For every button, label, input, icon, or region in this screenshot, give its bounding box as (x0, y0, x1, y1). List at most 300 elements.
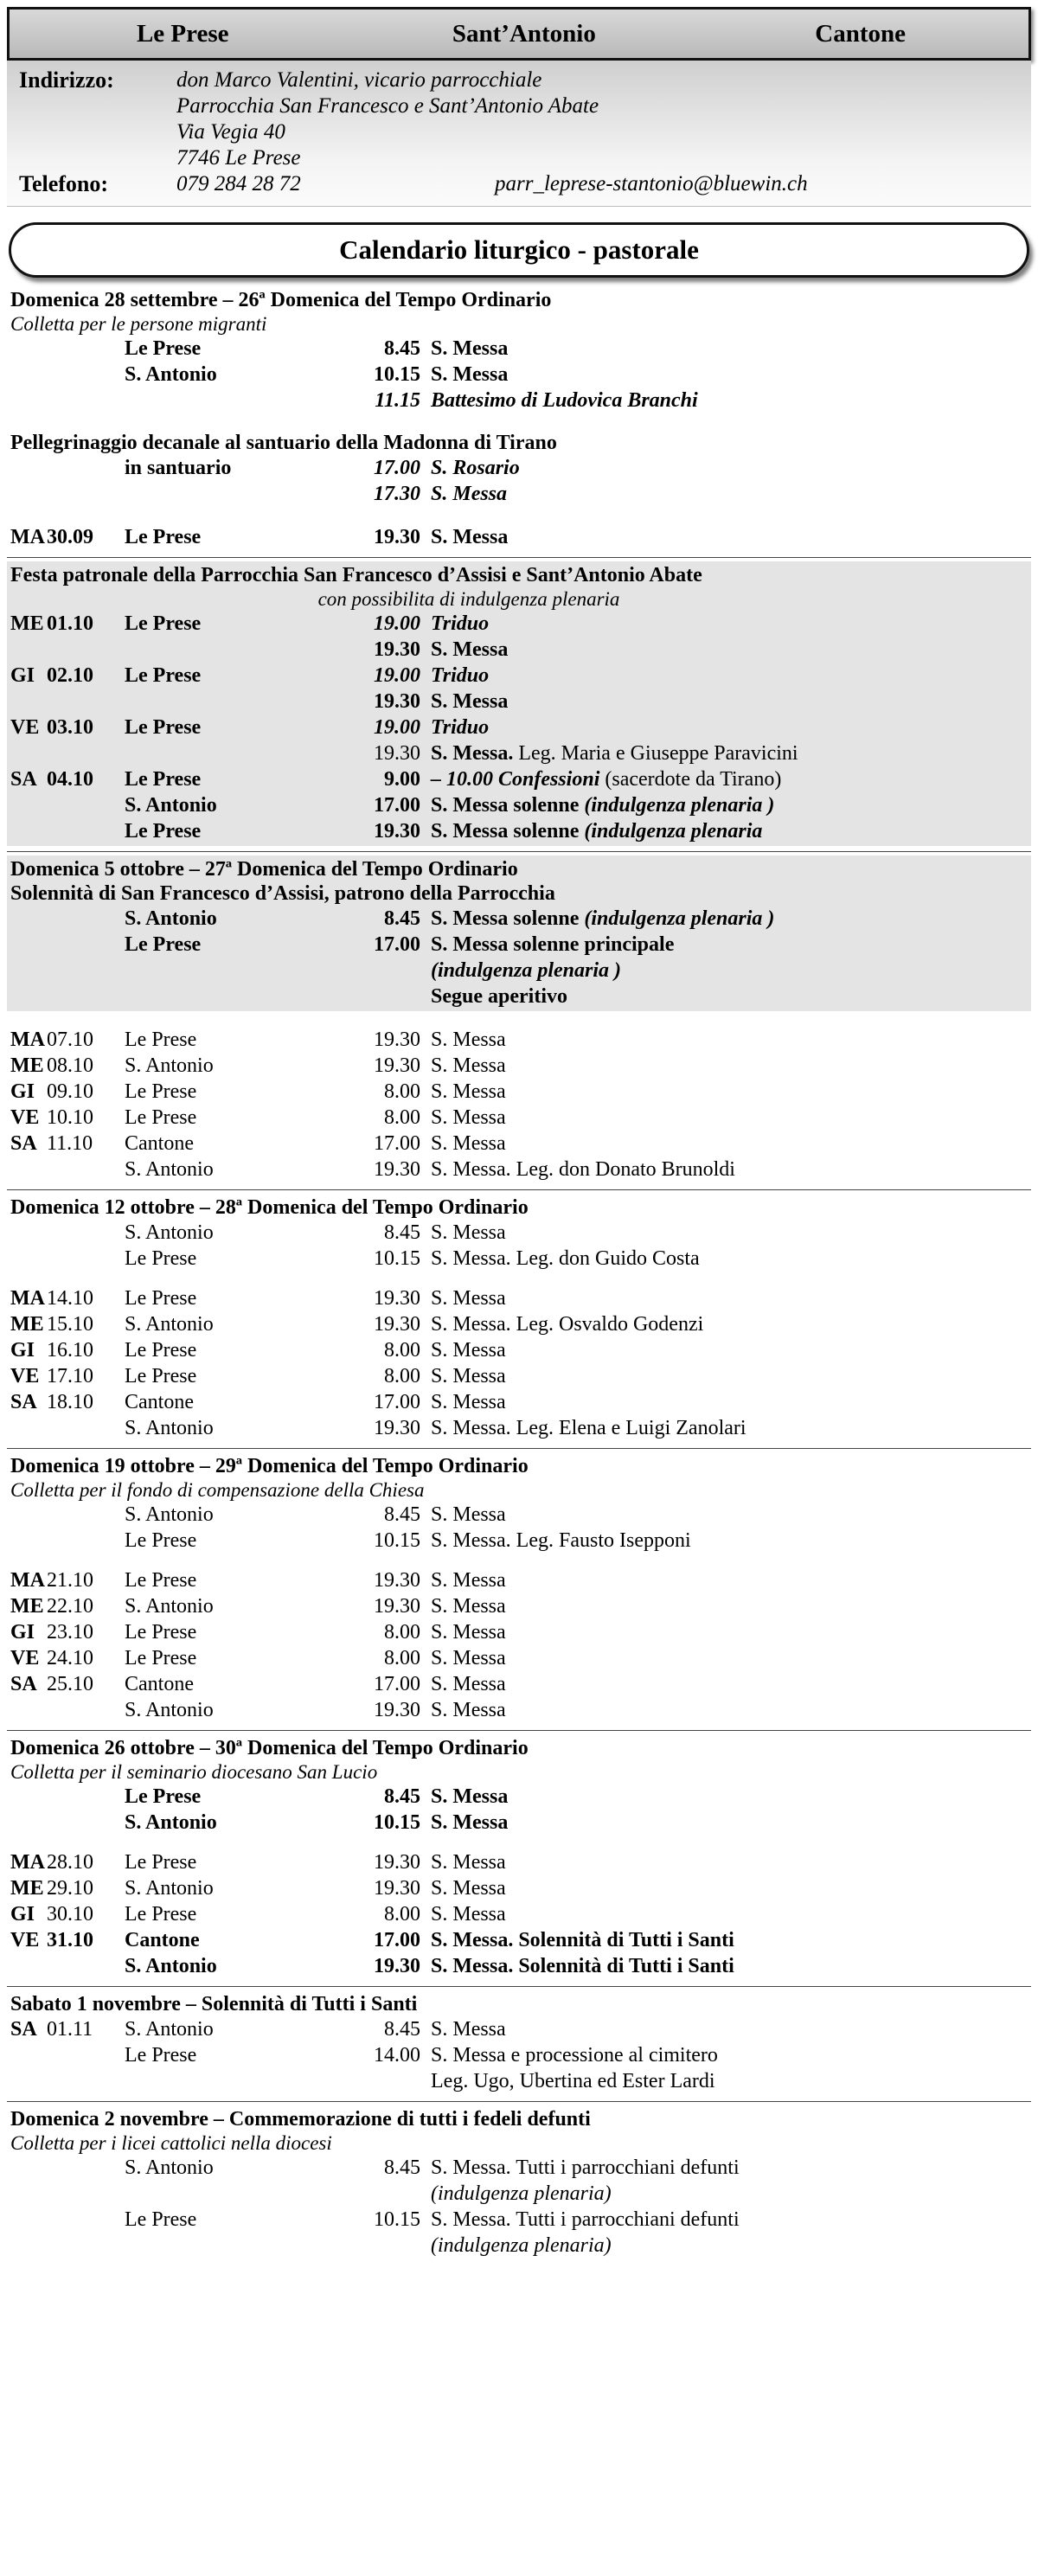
row-location: S. Antonio (125, 1595, 214, 1618)
row-location: S. Antonio (125, 1221, 214, 1244)
row-location: S. Antonio (125, 2018, 214, 2041)
row-time: 8.00 (384, 1080, 420, 1103)
address-line-4: 7746 Le Prese (176, 146, 301, 170)
row-description: S. Messa (431, 1595, 506, 1618)
contact-block (7, 61, 1031, 207)
calendar-row (7, 2207, 1031, 2233)
row-description: S. Messa (431, 638, 509, 661)
row-weekday: MA (10, 1287, 45, 1310)
calendar-row (7, 1311, 1031, 1337)
row-time: 8.45 (384, 1221, 420, 1244)
row-time: 10.15 (374, 2208, 420, 2231)
row-location: Cantone (125, 1673, 194, 1695)
row-location: Cantone (125, 1391, 194, 1413)
row-description: S. Messa (431, 1877, 506, 1900)
row-time: 19.30 (374, 1851, 420, 1874)
row-description: S. Messa solenne (indulgenza plenaria (431, 820, 763, 843)
calendar-row (7, 1567, 1031, 1593)
row-date: 03.10 (47, 716, 93, 739)
row-date: 25.10 (47, 1673, 93, 1695)
row-location: Le Prese (125, 1080, 197, 1103)
calendar-block (7, 1452, 1031, 1725)
row-description: S. Messa. Leg. Osvaldo Godenzi (431, 1313, 704, 1336)
calendar-title-wrap (9, 222, 1029, 278)
row-description: S. Messa (431, 1391, 506, 1413)
calendar-row (7, 2068, 1031, 2094)
row-location: Le Prese (125, 1028, 197, 1051)
spacer (7, 1554, 1031, 1567)
row-location: S. Antonio (125, 1955, 217, 1977)
row-location: Cantone (125, 1929, 200, 1951)
row-description: S. Messa solenne (indulgenza plenaria ) (431, 907, 775, 930)
row-location: Le Prese (125, 664, 202, 687)
row-time: 19.30 (374, 820, 420, 843)
calendar-row (7, 792, 1031, 818)
calendar-row (7, 611, 1031, 637)
row-weekday: VE (10, 1106, 40, 1129)
block-note: Colletta per il seminario diocesano San Lucio (10, 1761, 378, 1783)
row-time: 19.30 (374, 1877, 420, 1900)
row-time: 8.00 (384, 1365, 420, 1387)
row-location: S. Antonio (125, 1158, 214, 1181)
row-time: 17.00 (374, 1673, 420, 1695)
row-date: 01.11 (47, 2018, 93, 2041)
row-location: S. Antonio (125, 794, 217, 817)
row-location: S. Antonio (125, 1503, 214, 1526)
row-description: S. Messa (431, 1621, 506, 1644)
row-time: 8.45 (384, 1785, 420, 1808)
row-location: S. Antonio (125, 1811, 217, 1834)
row-time: 10.15 (374, 1529, 420, 1552)
row-time: 17.00 (374, 794, 420, 817)
row-location: Le Prese (125, 2044, 197, 2067)
row-date: 24.10 (47, 1647, 93, 1669)
block-note: Colletta per le persone migranti (10, 313, 267, 335)
row-description: S. Messa (431, 1054, 506, 1077)
section-divider (7, 2101, 1031, 2102)
row-time: 17.00 (374, 457, 420, 479)
row-time: 17.00 (374, 1132, 420, 1155)
row-description: S. Messa (431, 1785, 509, 1808)
row-description: S. Messa (431, 1106, 506, 1129)
calendar-row (7, 455, 1031, 481)
calendar-row (7, 984, 1031, 1009)
row-description: S. Messa (431, 690, 509, 713)
row-location: S. Antonio (125, 1699, 214, 1721)
row-date: 01.10 (47, 612, 93, 635)
row-date: 18.10 (47, 1391, 93, 1413)
row-weekday: SA (10, 1673, 37, 1695)
row-time: 19.00 (374, 716, 420, 739)
row-time: 10.15 (374, 1811, 420, 1834)
calendar-title: Calendario liturgico - pastorale (339, 234, 699, 265)
calendar-row (7, 336, 1031, 362)
row-time: 19.00 (374, 664, 420, 687)
row-time: 19.30 (374, 1028, 420, 1051)
row-description: S. Messa (431, 526, 509, 548)
calendar-row (7, 1953, 1031, 1979)
row-description: Triduo (431, 716, 490, 739)
row-location: Le Prese (125, 1851, 197, 1874)
row-description: S. Messa solenne (indulgenza plenaria ) (431, 794, 775, 817)
row-description: S. Messa e processione al cimitero (431, 2044, 718, 2067)
row-date: 15.10 (47, 1313, 93, 1336)
row-description: S. Messa (431, 483, 508, 505)
row-time: 19.30 (374, 1287, 420, 1310)
row-location: Le Prese (125, 716, 202, 739)
address-label: Indirizzo: (19, 67, 114, 93)
row-date: 23.10 (47, 1621, 93, 1644)
row-date: 30.10 (47, 1903, 93, 1926)
calendar-row (7, 1389, 1031, 1415)
row-description: S. Messa. Tutti i parrocchiani defunti (431, 2208, 740, 2231)
calendar-row (7, 958, 1031, 984)
row-time: 9.00 (384, 768, 420, 791)
parish-bulletin-page (0, 7, 1038, 2260)
row-time: 19.30 (374, 1054, 420, 1077)
row-description: S. Messa solenne principale (431, 933, 675, 956)
calendar-row (7, 1810, 1031, 1836)
row-description: S. Messa (431, 1503, 506, 1526)
row-description: S. Rosario (431, 457, 520, 479)
row-weekday: MA (10, 1028, 45, 1051)
section-divider (7, 557, 1031, 558)
row-location: Le Prese (125, 820, 202, 843)
row-description: S. Messa. Solennità di Tutti i Santi (431, 1955, 734, 1977)
calendar-row (7, 1849, 1031, 1875)
calendar-row (7, 689, 1031, 714)
calendar-row (7, 1363, 1031, 1389)
block-note: con possibilita di indulgenza plenaria (317, 588, 620, 610)
row-time: 10.15 (374, 363, 420, 386)
row-weekday: MA (10, 1851, 45, 1874)
row-date: 17.10 (47, 1365, 93, 1387)
row-weekday: ME (10, 1313, 44, 1336)
calendar-row (7, 1875, 1031, 1901)
row-weekday: ME (10, 612, 44, 635)
row-location: S. Antonio (125, 907, 217, 930)
phone-row (7, 171, 1031, 197)
row-date: 21.10 (47, 1569, 93, 1592)
row-location: Le Prese (125, 526, 202, 548)
block-title: Domenica 12 ottobre – 28ª Domenica del Tempo Ordinario (10, 1196, 529, 1219)
calendar-row (7, 1220, 1031, 1246)
parish-name-cantone: Cantone (815, 19, 906, 48)
row-time: 19.00 (374, 612, 420, 635)
row-location: Le Prese (125, 337, 202, 360)
row-time: 17.30 (374, 483, 420, 505)
row-weekday: GI (10, 664, 35, 687)
calendar-row (7, 2042, 1031, 2068)
row-time: 8.45 (384, 337, 420, 360)
row-time: 8.45 (384, 907, 420, 930)
calendar-block (7, 1990, 1031, 2096)
calendar-row (7, 1157, 1031, 1182)
calendar-block (7, 522, 1031, 552)
row-description: Triduo (431, 612, 490, 635)
row-weekday: ME (10, 1054, 44, 1077)
row-location: S. Antonio (125, 1054, 214, 1077)
row-location: S. Antonio (125, 1877, 214, 1900)
row-location: Cantone (125, 1132, 194, 1155)
row-weekday: ME (10, 1595, 44, 1618)
row-description: S. Messa. Leg. don Donato Brunoldi (431, 1158, 735, 1181)
row-date: 09.10 (47, 1080, 93, 1103)
row-date: 08.10 (47, 1054, 93, 1077)
address-row (7, 67, 1031, 171)
row-description: S. Messa (431, 1903, 506, 1926)
address-line-2: Parrocchia San Francesco e Sant’Antonio Abate (176, 94, 599, 118)
row-time: 19.30 (374, 1569, 420, 1592)
calendar-row (7, 2181, 1031, 2207)
row-description: – 10.00 Confessioni (sacerdote da Tirano) (431, 768, 782, 791)
row-weekday: VE (10, 1929, 40, 1951)
row-weekday: MA (10, 526, 45, 548)
block-title: Sabato 1 novembre – Solennità di Tutti i Santi (10, 1993, 418, 2015)
calendar-row (7, 388, 1031, 413)
calendar-block (7, 855, 1031, 1011)
row-description: S. Messa (431, 337, 509, 360)
spacer (7, 509, 1031, 522)
row-location: S. Antonio (125, 363, 217, 386)
row-description: S. Messa. Solennità di Tutti i Santi (431, 1929, 734, 1951)
row-location: S. Antonio (125, 1313, 214, 1336)
row-location: Le Prese (125, 1106, 197, 1129)
address-line-1: don Marco Valentini, vicario parrocchiale (176, 68, 542, 92)
block-note: Colletta per i licei cattolici nella diocesi (10, 2132, 332, 2154)
row-time: 14.00 (374, 2044, 420, 2067)
calendar-row (7, 1337, 1031, 1363)
row-time: 19.30 (374, 690, 420, 713)
row-description: S. Messa (431, 1028, 506, 1051)
row-time: 17.00 (374, 1391, 420, 1413)
row-description: Triduo (431, 664, 490, 687)
row-weekday: MA (10, 1569, 45, 1592)
calendar-block (7, 1194, 1031, 1443)
row-location: in santuario (125, 457, 232, 479)
row-time: 19.30 (374, 1158, 420, 1181)
row-description: Segue aperitivo (431, 985, 567, 1008)
calendar-row (7, 362, 1031, 388)
calendar-row (7, 1246, 1031, 1272)
row-date: 07.10 (47, 1028, 93, 1051)
calendar-row (7, 1079, 1031, 1105)
row-time: 8.00 (384, 1106, 420, 1129)
row-location: Le Prese (125, 2208, 197, 2231)
block-title: Pellegrinaggio decanale al santuario della Madonna di Tirano (10, 432, 557, 454)
address-line-3: Via Vegia 40 (176, 120, 285, 144)
row-time: 19.30 (374, 1595, 420, 1618)
calendar-row (7, 1105, 1031, 1131)
block-note: Colletta per il fondo di compensazione della Chiesa (10, 1479, 425, 1501)
calendar-row (7, 1645, 1031, 1671)
row-weekday: VE (10, 716, 40, 739)
calendar-row (7, 1528, 1031, 1554)
row-description: S. Messa (431, 1221, 506, 1244)
row-description: S. Messa (431, 1365, 506, 1387)
calendar-title-pill (9, 222, 1029, 278)
block-title: Domenica 19 ottobre – 29ª Domenica del Tempo Ordinario (10, 1455, 529, 1477)
section-divider (7, 1730, 1031, 1731)
row-time: 8.00 (384, 1903, 420, 1926)
row-time: 19.30 (374, 638, 420, 661)
calendar-row (7, 932, 1031, 958)
row-time: 19.30 (374, 1699, 420, 1721)
row-description: S. Messa (431, 1647, 506, 1669)
calendar-block (7, 1734, 1031, 1981)
row-time: 11.15 (375, 389, 420, 412)
row-location: Le Prese (125, 768, 202, 791)
spacer (7, 1836, 1031, 1849)
block-title: Domenica 28 settembre – 26ª Domenica del Tempo Ordinario (10, 289, 552, 311)
row-description: S. Messa (431, 1811, 509, 1834)
phone-number: 079 284 28 72 (176, 172, 301, 195)
row-date: 14.10 (47, 1287, 93, 1310)
calendar-body (7, 286, 1031, 2260)
spacer (7, 1011, 1031, 1025)
row-time: 8.45 (384, 2018, 420, 2041)
row-weekday: GI (10, 1339, 35, 1362)
row-time: 19.30 (374, 1955, 420, 1977)
row-date: 10.10 (47, 1106, 93, 1129)
row-description: S. Messa (431, 1080, 506, 1103)
row-time: 8.00 (384, 1339, 420, 1362)
row-description: S. Messa (431, 1569, 506, 1592)
calendar-row (7, 1927, 1031, 1953)
row-description: (indulgenza plenaria) (431, 2234, 612, 2257)
calendar-row (7, 2016, 1031, 2042)
block-title: Domenica 2 novembre – Commemorazione di tutti i fedeli defunti (10, 2108, 591, 2131)
phone-value-wrap (176, 171, 1031, 197)
calendar-block (7, 429, 1031, 509)
calendar-row (7, 1671, 1031, 1697)
parish-name-le-prese: Le Prese (136, 19, 229, 48)
row-location: Le Prese (125, 1647, 197, 1669)
calendar-row (7, 1131, 1031, 1157)
row-date: 16.10 (47, 1339, 93, 1362)
row-time: 8.45 (384, 2156, 420, 2179)
calendar-row (7, 524, 1031, 550)
row-date: 28.10 (47, 1851, 93, 1874)
calendar-row (7, 740, 1031, 766)
row-date: 22.10 (47, 1595, 93, 1618)
row-location: Le Prese (125, 1785, 202, 1808)
calendar-row (7, 1901, 1031, 1927)
row-description: S. Messa. Tutti i parrocchiani defunti (431, 2156, 740, 2179)
calendar-row (7, 906, 1031, 932)
calendar-row (7, 1593, 1031, 1619)
row-date: 31.10 (47, 1929, 93, 1951)
row-location: Le Prese (125, 1903, 197, 1926)
row-time: 10.15 (374, 1247, 420, 1270)
calendar-row (7, 1784, 1031, 1810)
row-time: 17.00 (374, 933, 420, 956)
calendar-block (7, 561, 1031, 846)
row-description: S. Messa (431, 1673, 506, 1695)
row-weekday: VE (10, 1365, 40, 1387)
row-time: 19.30 (374, 742, 420, 765)
section-divider (7, 1189, 1031, 1190)
block-title: Domenica 26 ottobre – 30ª Domenica del Tempo Ordinario (10, 1737, 529, 1759)
row-weekday: SA (10, 2018, 37, 2041)
calendar-row (7, 1027, 1031, 1053)
parish-name-santantonio: Sant’Antonio (452, 19, 596, 48)
row-location: S. Antonio (125, 2156, 214, 2179)
calendar-block (7, 2105, 1031, 2260)
row-location: Le Prese (125, 1365, 197, 1387)
row-time: 8.45 (384, 1503, 420, 1526)
calendar-row (7, 1415, 1031, 1441)
row-location: Le Prese (125, 612, 202, 635)
row-location: Le Prese (125, 1529, 197, 1552)
block-subtitle-bold: Solennità di San Francesco d’Assisi, patrono della Parrocchia (10, 882, 555, 905)
spacer (7, 415, 1031, 429)
row-location: Le Prese (125, 1287, 197, 1310)
row-date: 29.10 (47, 1877, 93, 1900)
calendar-block (7, 1025, 1031, 1184)
row-time: 19.30 (374, 1313, 420, 1336)
calendar-row (7, 663, 1031, 689)
phone-label: Telefono: (19, 171, 109, 196)
address-value (176, 67, 1031, 171)
email-address[interactable]: parr_leprese-stantonio@bluewin.ch (495, 172, 808, 195)
row-description: S. Messa (431, 1699, 506, 1721)
row-location: S. Antonio (125, 1417, 214, 1439)
row-description: (indulgenza plenaria ) (431, 959, 622, 982)
row-time: 17.00 (374, 1929, 420, 1951)
row-weekday: SA (10, 1132, 37, 1155)
row-location: Le Prese (125, 933, 202, 956)
calendar-row (7, 1502, 1031, 1528)
row-date: 02.10 (47, 664, 93, 687)
calendar-row (7, 1285, 1031, 1311)
row-description: (indulgenza plenaria) (431, 2182, 612, 2205)
calendar-block (7, 286, 1031, 415)
row-description: Battesimo di Ludovica Branchi (431, 389, 698, 412)
row-weekday: VE (10, 1647, 40, 1669)
row-weekday: GI (10, 1903, 35, 1926)
row-date: 04.10 (47, 768, 93, 791)
row-time: 8.00 (384, 1647, 420, 1669)
calendar-row (7, 2233, 1031, 2259)
row-description: S. Messa (431, 363, 509, 386)
parish-names-bar (7, 7, 1031, 61)
section-divider (7, 1986, 1031, 1987)
calendar-row (7, 1697, 1031, 1723)
calendar-row (7, 714, 1031, 740)
block-title: Domenica 5 ottobre – 27ª Domenica del Tempo Ordinario (10, 858, 518, 881)
row-description: S. Messa (431, 1132, 506, 1155)
row-location: Le Prese (125, 1569, 197, 1592)
row-description: Leg. Ugo, Ubertina ed Ester Lardi (431, 2070, 715, 2092)
row-description: S. Messa (431, 2018, 506, 2041)
calendar-row (7, 766, 1031, 792)
row-date: 11.10 (47, 1132, 93, 1155)
row-description: S. Messa. Leg. Elena e Luigi Zanolari (431, 1417, 746, 1439)
row-location: Le Prese (125, 1621, 197, 1644)
calendar-row (7, 818, 1031, 844)
row-weekday: GI (10, 1621, 35, 1644)
section-divider (7, 1448, 1031, 1449)
row-weekday: GI (10, 1080, 35, 1103)
row-time: 19.30 (374, 526, 420, 548)
calendar-row (7, 637, 1031, 663)
row-weekday: SA (10, 768, 37, 791)
calendar-row (7, 481, 1031, 507)
row-location: Le Prese (125, 1247, 197, 1270)
calendar-row (7, 2155, 1031, 2181)
row-weekday: SA (10, 1391, 37, 1413)
